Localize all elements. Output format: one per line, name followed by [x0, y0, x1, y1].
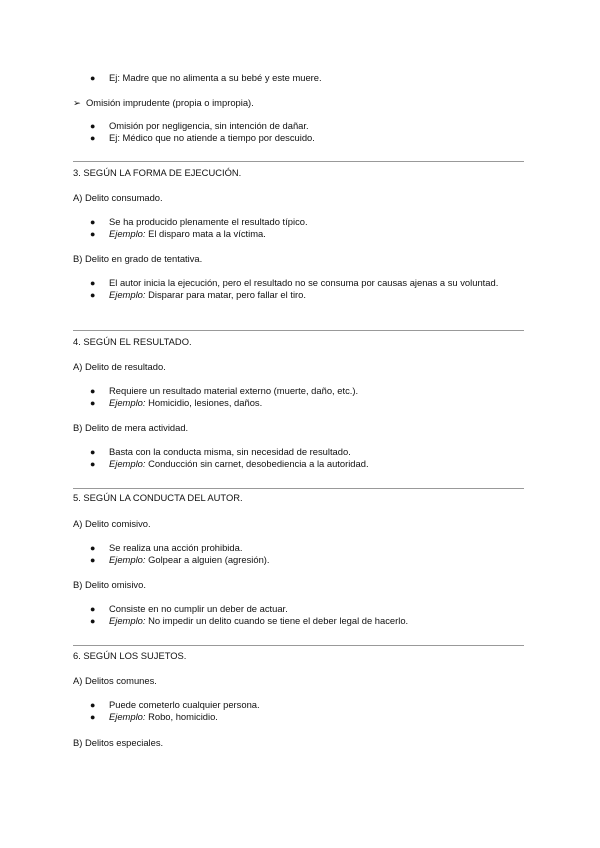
list-item: ● Ejemplo: Golpear a alguien (agresión).	[90, 554, 270, 565]
bullet-icon: ●	[90, 543, 96, 553]
list-item: ● Requiere un resultado material externo (muerte, daño, etc.).	[90, 385, 359, 396]
bullet-list	[90, 385, 526, 409]
bullet-icon: ●	[90, 712, 96, 722]
list-item: ● Puede cometerlo cualquier persona.	[90, 699, 260, 710]
list-item: ● Consiste en no cumplir un deber de actuar.	[90, 603, 288, 614]
subsection-label: A) Delitos comunes.	[73, 675, 157, 686]
list-item: ● Ej: Madre que no alimenta a su bebé y este muere.	[90, 72, 322, 83]
bullet-list	[90, 446, 526, 470]
list-item: ● Basta con la conducta misma, sin necesidad de resultado.	[90, 446, 351, 457]
section-title: 4. SEGÚN EL RESULTADO.	[73, 336, 192, 347]
subsection-label: A) Delito comisivo.	[73, 518, 151, 529]
section-title: 5. SEGÚN LA CONDUCTA DEL AUTOR.	[73, 492, 243, 503]
list-item: ● Ejemplo: Robo, homicidio.	[90, 711, 218, 722]
bullet-icon: ●	[90, 700, 96, 710]
bullet-icon: ●	[90, 278, 96, 288]
bullet-icon: ●	[90, 290, 96, 300]
list-item: ● Se realiza una acción prohibida.	[90, 542, 243, 553]
list-item: ● Ejemplo: No impedir un delito cuando se tiene el deber legal de hacerlo.	[90, 615, 409, 626]
subsection-label: B) Delito en grado de tentativa.	[73, 253, 203, 264]
list-item: ● Omisión por negligencia, sin intención de dañar.	[90, 120, 309, 131]
subsection-label: B) Delitos especiales.	[73, 737, 164, 748]
bullet-icon: ●	[90, 73, 96, 83]
bullet-icon: ●	[90, 133, 96, 143]
bullet-list	[90, 120, 526, 144]
list-item: ● Ejemplo: Conducción sin carnet, desobediencia a la autoridad.	[90, 458, 369, 469]
bullet-icon: ●	[90, 398, 96, 408]
bullet-icon: ●	[90, 604, 96, 614]
subsection-label: B) Delito de mera actividad.	[73, 422, 189, 433]
list-item: ● Ej: Médico que no atiende a tiempo por descuido.	[90, 132, 315, 143]
bullet-icon: ●	[90, 217, 96, 227]
bullet-list	[90, 277, 526, 301]
list-item: ● Ejemplo: El disparo mata a la víctima.	[90, 228, 266, 239]
bullet-icon: ●	[90, 555, 96, 565]
bullet-icon: ●	[90, 447, 96, 457]
list-item: ● El autor inicia la ejecución, pero el resultado no se consuma por causas ajenas a su voluntad.	[90, 277, 499, 288]
bullet-list	[90, 542, 526, 566]
subsection-label: A) Delito de resultado.	[73, 361, 166, 372]
list-item: ● Ejemplo: Disparar para matar, pero fallar el tiro.	[90, 289, 306, 300]
bullet-icon: ●	[90, 121, 96, 131]
section-divider	[73, 161, 524, 162]
bullet-list	[90, 216, 526, 240]
list-item: ● Ejemplo: Homicidio, lesiones, daños.	[90, 397, 263, 408]
bullet-icon: ●	[90, 459, 96, 469]
section-title: 6. SEGÚN LOS SUJETOS.	[73, 650, 187, 661]
bullet-icon: ●	[90, 616, 96, 626]
list-item: ● Se ha producido plenamente el resultado típico.	[90, 216, 308, 227]
bullet-list	[90, 72, 526, 84]
subsection-label: B) Delito omisivo.	[73, 579, 146, 590]
subsection-label: A) Delito consumado.	[73, 192, 163, 203]
bullet-icon: ●	[90, 229, 96, 239]
section-title: 3. SEGÚN LA FORMA DE EJECUCIÓN.	[73, 167, 242, 178]
bullet-icon: ●	[90, 386, 96, 396]
bullet-list	[90, 603, 526, 627]
section-divider	[73, 330, 524, 331]
section-divider	[73, 645, 524, 646]
section-divider	[73, 488, 524, 489]
arrow-item-omision-imprudente: ➢ Omisión imprudente (propia o impropia).	[73, 97, 254, 108]
arrow-bullet-icon: ➢	[73, 97, 81, 108]
bullet-list	[90, 699, 526, 723]
